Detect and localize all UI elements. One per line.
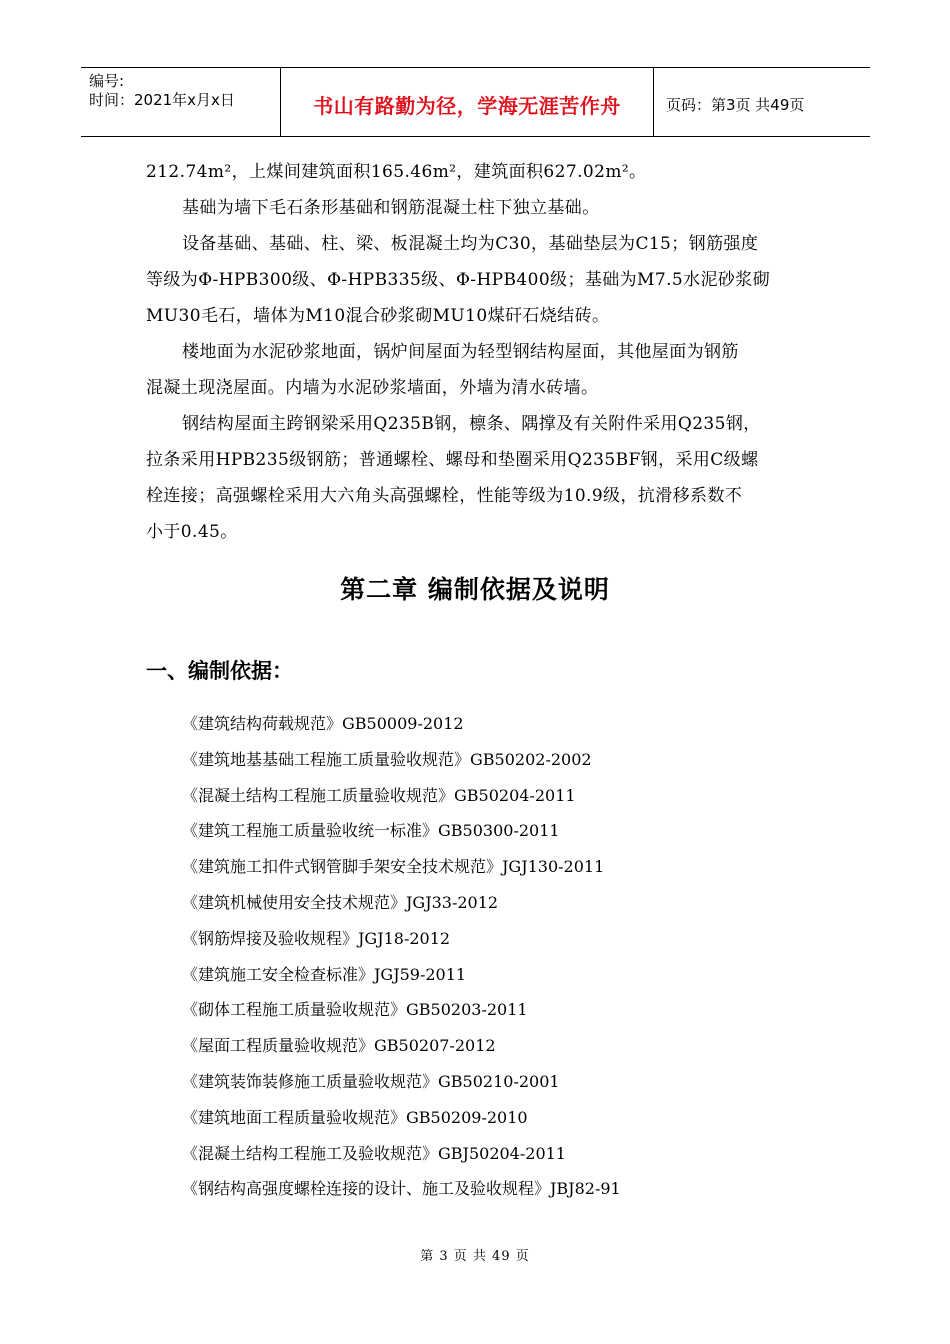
reference-item: 《钢结构高强度螺栓连接的设计、施工及验收规程》JBJ82-91 xyxy=(182,1179,621,1199)
document-time-label: 时间：2021年x月x日 xyxy=(89,91,235,109)
header-motto-cell xyxy=(281,68,654,136)
reference-item: 《建筑结构荷载规范》GB50009-2012 xyxy=(182,714,464,733)
body-line: 栓连接；高强螺栓采用大六角头高强螺栓，性能等级为10.9级，抗滑移系数不 xyxy=(146,486,743,506)
header-page-number: 页码：第3页 共49页 xyxy=(666,95,805,114)
body-line: 混凝土现浇屋面。内墙为水泥砂浆墙面，外墙为清水砖墙。 xyxy=(146,378,599,398)
body-line: 设备基础、基础、柱、梁、板混凝土均为C30，基础垫层为C15；钢筋强度 xyxy=(182,234,759,254)
body-line: 拉条采用HPB235级钢筋；普通螺栓、螺母和垫圈采用Q235BF钢，采用C级螺 xyxy=(146,450,759,470)
reference-list xyxy=(182,706,621,1207)
reference-item: 《建筑装饰装修施工质量验收规范》GB50210-2001 xyxy=(182,1071,560,1091)
body-line: 楼地面为水泥砂浆地面，锅炉间屋面为轻型钢结构屋面，其他屋面为钢筋 xyxy=(182,342,739,362)
body-text xyxy=(146,154,806,550)
reference-item: 《建筑施工扣件式钢管脚手架安全技术规范》JGJ130-2011 xyxy=(182,857,605,877)
body-line: MU30毛石，墙体为M10混合砂浆砌MU10煤矸石烧结砖。 xyxy=(146,306,610,326)
document-number-label: 编号: xyxy=(89,72,125,90)
reference-item: 《钢筋焊接及验收规程》JGJ18-2012 xyxy=(182,928,451,948)
header-motto: 书山有路勤为径，学海无涯苦作舟 xyxy=(313,93,621,118)
reference-item: 《建筑施工安全检查标准》JGJ59-2011 xyxy=(182,964,467,984)
reference-item: 《建筑工程施工质量验收统一标准》GB50300-2011 xyxy=(182,821,560,841)
chapter-title: 第二章 编制依据及说明 xyxy=(340,575,610,604)
reference-item: 《建筑机械使用安全技术规范》JGJ33-2012 xyxy=(182,892,499,912)
section-title: 一、编制依据： xyxy=(146,659,293,683)
page-footer: 第 3 页 共 49 页 xyxy=(420,1249,530,1264)
body-line: 212.74m²，上煤间建筑面积165.46m²，建筑面积627.02m²。 xyxy=(146,162,647,182)
reference-item: 《砌体工程施工质量验收规范》GB50203-2011 xyxy=(182,1000,528,1020)
reference-item: 《屋面工程质量验收规范》GB50207-2012 xyxy=(182,1036,496,1056)
reference-item: 《建筑地基基础工程施工质量验收规范》GB50202-2002 xyxy=(182,749,592,769)
reference-item: 《混凝土结构工程施工质量验收规范》GB50204-2011 xyxy=(182,785,576,805)
reference-item: 《混凝土结构工程施工及验收规范》GBJ50204-2011 xyxy=(182,1143,566,1163)
page-header xyxy=(81,67,870,137)
body-line: 小于0.45。 xyxy=(146,522,238,542)
reference-item: 《建筑地面工程质量验收规范》GB50209-2010 xyxy=(182,1107,528,1127)
body-line: 等级为Φ-HPB300级、Φ-HPB335级、Φ-HPB400级；基础为M7.5水泥砂浆砌 xyxy=(146,270,771,290)
body-line: 基础为墙下毛石条形基础和钢筋混凝土柱下独立基础。 xyxy=(182,198,600,218)
header-meta xyxy=(81,68,281,136)
body-line: 钢结构屋面主跨钢梁采用Q235B钢，檩条、隅撑及有关附件采用Q235钢， xyxy=(182,414,761,434)
